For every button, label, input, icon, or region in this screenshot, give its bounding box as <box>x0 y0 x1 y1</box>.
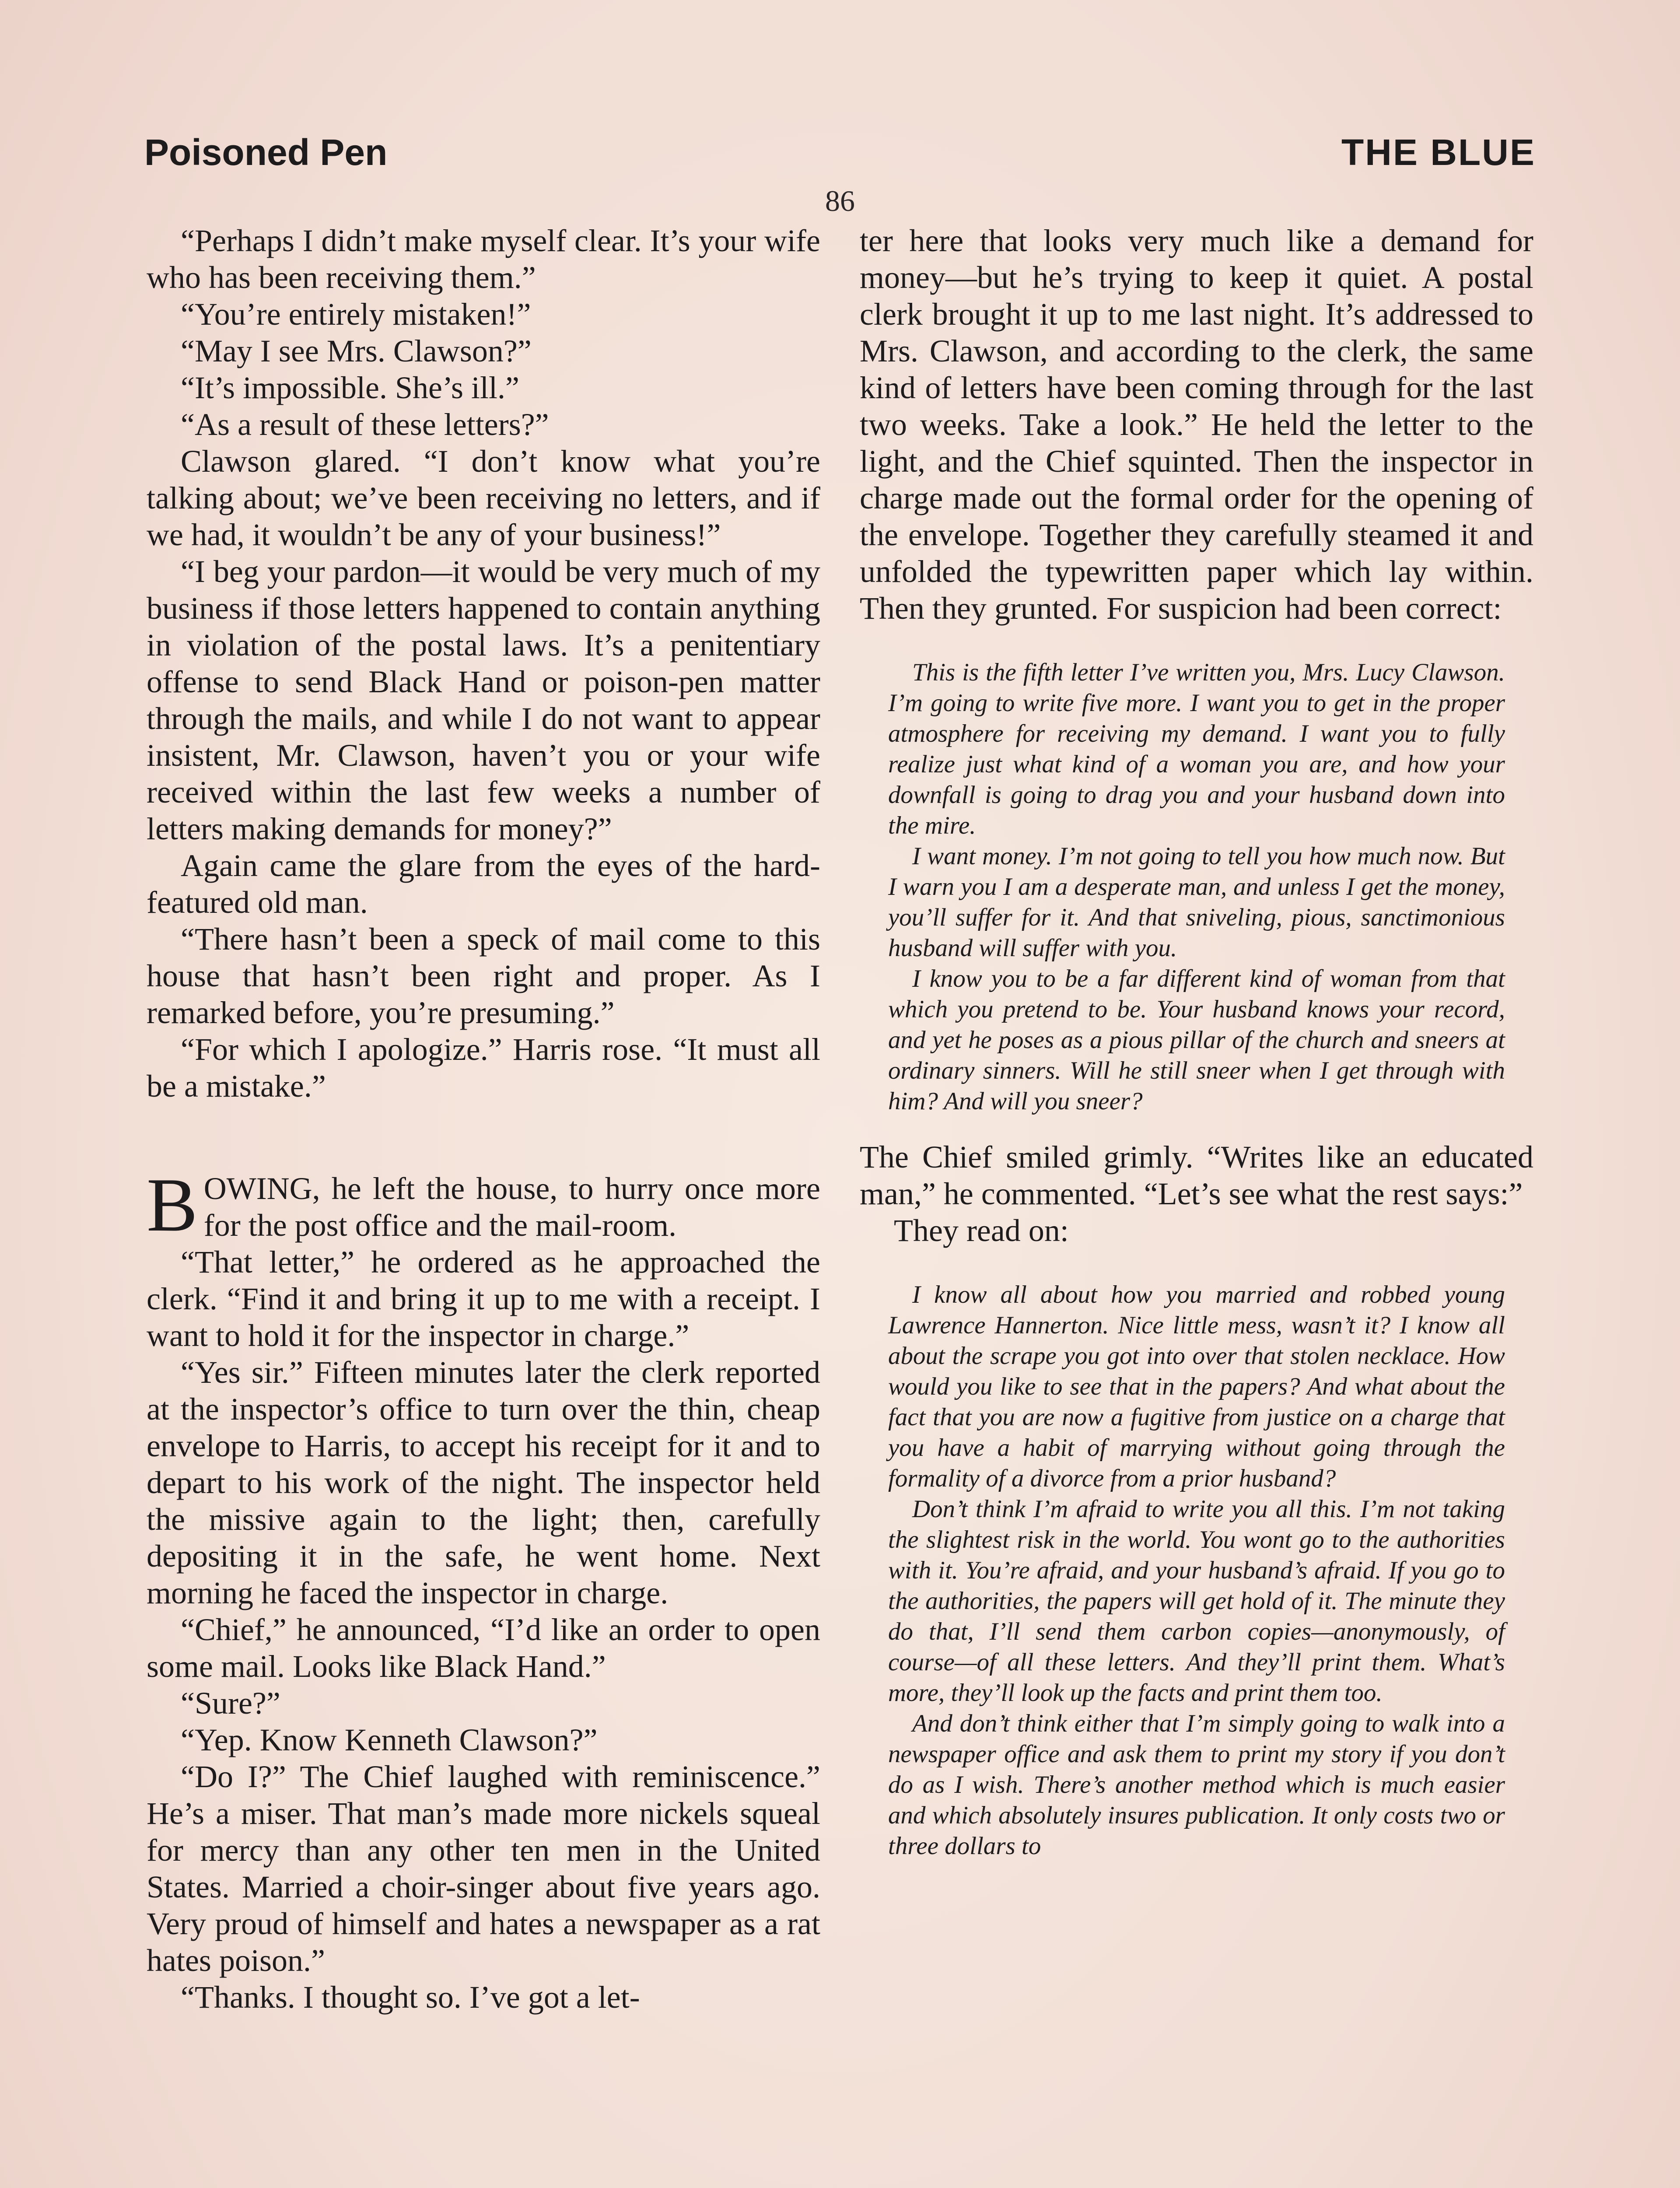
paragraph: The Chief smiled grimly. “Writes like an educated man,” he commented. “Let’s see what the rest says:” <box>860 1140 1533 1211</box>
quoted-letter-2 <box>888 1280 1505 1862</box>
paragraph: Again came the glare from the eyes of the hard-featured old man. <box>147 848 820 920</box>
paragraph: “Thanks. I thought so. I’ve got a let- <box>181 1980 640 2015</box>
letter-paragraph: And don’t think either that I’m simply going to walk into a newspaper office and ask them to print my story if you don’t do as I wish. There’s another method which is much easier and which absolutely insures publication. It only costs two or three dollars to <box>888 1710 1505 1860</box>
letter-paragraph: This is the fifth letter I’ve written you, Mrs. Lucy Clawson. I’m going to write five more. I want you to get in the proper atmosphere for receiving my demand. I want you to fully realize just what kind of a woman you are, and how your downfall is going to drag you and your husband down into the mire. <box>888 659 1505 839</box>
paragraph: “Do I?” The Chief laughed with reminiscence.” He’s a miser. That man’s made more nickels squeal for mercy than any other ten men in the United States. Married a choir-singer about five years ago. Very proud of himself and hates a newspaper as a rat hates poison.” <box>147 1759 820 1978</box>
paragraph: Clawson glared. “I don’t know what you’re talking about; we’ve been receiving no letters, and if we had, it wouldn’t be any of your business!” <box>147 444 820 552</box>
paragraph: “Yes sir.” Fifteen minutes later the clerk reported at the inspector’s office to turn over the thin, cheap envelope to Harris, to accept his receipt for it and to depart to his work of the night. The inspector held the missive again to the light; then, carefully depositing it in the safe, he went home. Next morning he faced the inspector in charge. <box>147 1355 820 1610</box>
dropcap-paragraph <box>147 1162 820 1247</box>
page-number: 86 <box>825 184 855 217</box>
letter-paragraph: I know you to be a far different kind of woman from that which you pretend to be. Your husband knows your record, and yet he poses as a pious pillar of the church and sneers at ordinary sinners. Will he still sneer when I get through with him? And will you sneer? <box>888 965 1505 1115</box>
paragraph: “As a result of these letters?” <box>181 407 549 442</box>
quoted-letter-1 <box>888 657 1505 1117</box>
story-title: Poisoned Pen <box>144 132 388 173</box>
paragraph: “You’re entirely mistaken!” <box>181 297 531 332</box>
paragraph: “Yep. Know Kenneth Clawson?” <box>181 1722 598 1757</box>
paragraph: “Chief,” he announced, “I’d like an order to open some mail. Looks like Black Hand.” <box>147 1612 820 1684</box>
letter-paragraph: I know all about how you married and robbed young Lawrence Hannerton. Nice little mess, wasn’t it? I know all about the scrape you got into over that stolen necklace. How would you like to see that in the papers? And what about the fact that you are now a fugitive from justice on a charge that you have a habit of marrying without going through the formality of a divorce from a prior husband? <box>888 1281 1505 1492</box>
running-head <box>144 131 1536 179</box>
paragraph: “That letter,” he ordered as he approached the clerk. “Find it and bring it up to me with a receipt. I want to hold it for the inspector in charge.” <box>147 1245 820 1353</box>
magazine-title: THE BLUE <box>1341 132 1536 173</box>
letter-paragraph: I want money. I’m not going to tell you how much now. But I warn you I am a desperate man, and unless I get the money, you’ll suffer for it. And that sniveling, pious, sanctimonious husband will suffer with you. <box>888 842 1505 962</box>
letter-paragraph: Don’t think I’m afraid to write you all this. I’m not taking the slightest risk in the world. You wont go to the authorities with it. You’re afraid, and your husband’s afraid. If you go to the authorities, the papers will get hold of it. The minute they do that, I’ll send them carbon copies—anonymously, of course—of all these letters. And they’ll print them. What’s more, they’ll look up the facts and print them too. <box>888 1495 1505 1707</box>
right-column <box>860 222 1533 1883</box>
paragraph: They read on: <box>894 1213 1069 1248</box>
left-column <box>147 222 820 2016</box>
paragraph: ter here that looks very much like a demand for money—but he’s trying to keep it quiet. A postal clerk brought it up to me last night. It’s addressed to Mrs. Clawson, and according to the clerk, the same kind of letters have been coming through for the last two weeks. Take a look.” He held the letter to the light, and the Chief squinted. Then the inspector in charge made out the formal order for the opening of the envelope. Together they carefully steamed it and unfolded the typewritten paper which lay within. Then they grunted. For suspicion had been correct: <box>860 223 1533 626</box>
paragraph: “May I see Mrs. Clawson?” <box>181 333 532 368</box>
paragraph: “There hasn’t been a speck of mail come to this house that hasn’t been right and proper. As I remarked before, you’re presuming.” <box>147 922 820 1030</box>
paragraph: “It’s impossible. She’s ill.” <box>181 370 519 405</box>
paragraph: “Sure?” <box>181 1686 280 1721</box>
paragraph: “For which I apologize.” Harris rose. “It must all be a mistake.” <box>147 1032 820 1104</box>
paragraph: “Perhaps I didn’t make myself clear. It’s your wife who has been receiving them.” <box>147 223 820 295</box>
dropcap-text: OWING, he left the house, to hurry once more for the post office and the mail-room. <box>203 1171 820 1243</box>
drop-cap: B <box>147 1162 198 1247</box>
paragraph: “I beg your pardon—it would be very much of my business if those letters happened to contain anything in violation of the postal laws. It’s a penitentiary offense to send Black Hand or poison-pen matter through the mails, and while I do not want to appear insistent, Mr. Clawson, haven’t you or your wife received within the last few weeks a number of letters making demands for money?” <box>147 554 820 846</box>
